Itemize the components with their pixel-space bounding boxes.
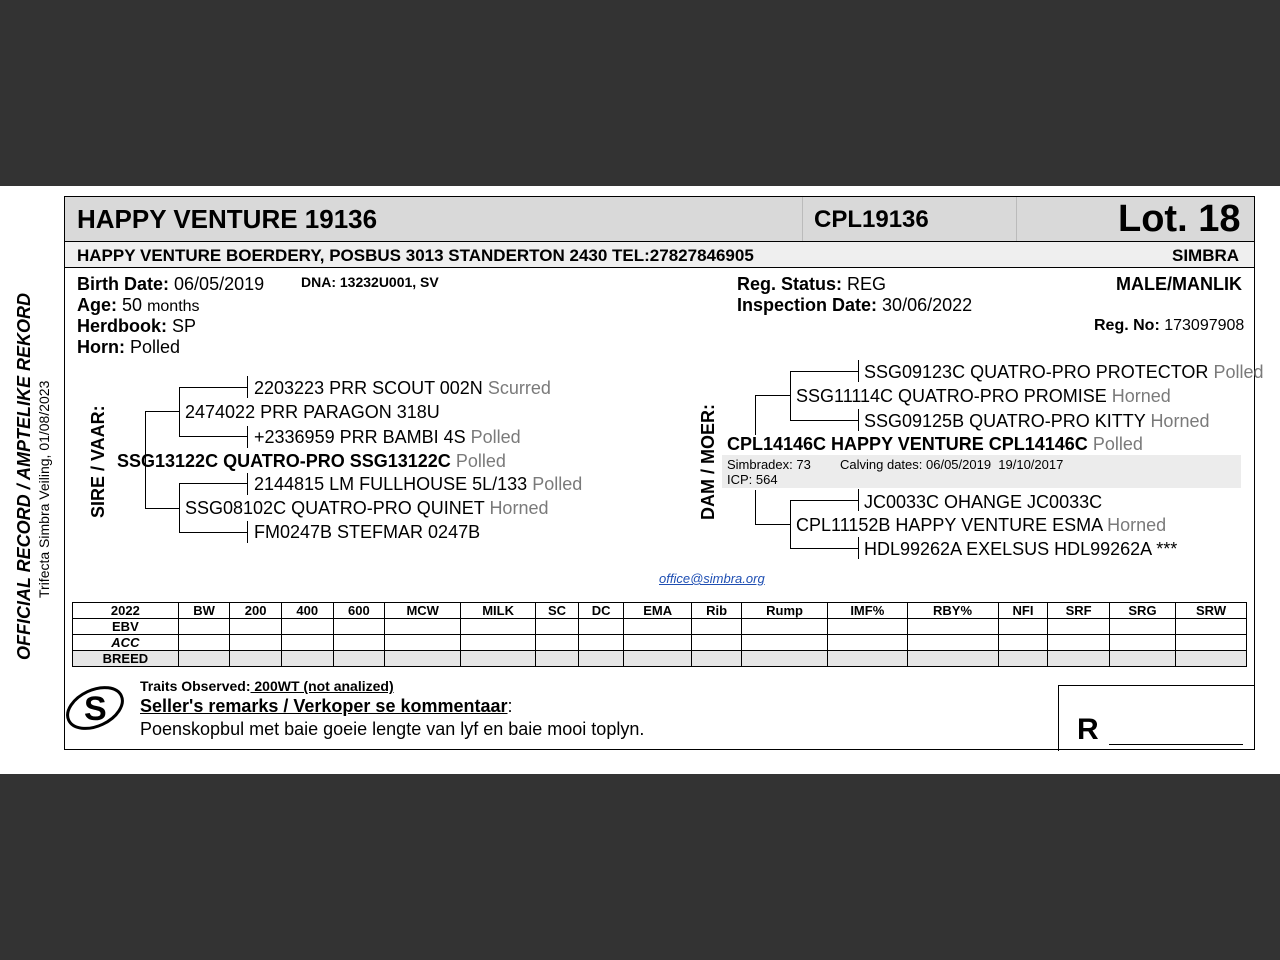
sdd-tick — [247, 521, 248, 543]
dam-bracket-top — [755, 395, 790, 396]
traits-observed-value: 200WT (not analized) — [250, 678, 394, 694]
ddd-tick — [858, 537, 859, 559]
dam-bracket-lower — [755, 490, 756, 525]
header-divider-2 — [1016, 197, 1017, 241]
pedigree-sd — [185, 498, 548, 519]
ds-name: SSG11114C QUATRO-PRO PROMISE — [796, 386, 1107, 406]
sire-bracket-bottom — [145, 508, 180, 509]
dam-label: DAM / MOER: — [698, 404, 718, 520]
traits-header-imf: IMF% — [828, 603, 907, 619]
traits-row-label: EBV — [73, 619, 179, 635]
ss-bracket-bottom — [179, 436, 247, 437]
sss-name: 2203223 PRR SCOUT 002N — [254, 378, 483, 398]
ssd-tick — [247, 426, 248, 448]
reg-status-label: Reg. Status: — [737, 274, 843, 294]
horn — [77, 337, 180, 358]
email-link[interactable]: office@simbra.org — [659, 571, 765, 586]
traits-row-label: BREED — [73, 651, 179, 667]
dd-bracket-bottom — [790, 548, 858, 549]
seller-comment: Poenskopbul met baie goeie lengte van lyf en baie mooi toplyn. — [140, 719, 645, 739]
traits-header-milk: MILK — [461, 603, 536, 619]
seller-remarks-heading — [140, 696, 513, 717]
dd-bracket-top — [790, 500, 858, 501]
price-box-left — [1058, 685, 1059, 751]
birth-date-label: Birth Date: — [77, 274, 170, 294]
reg-status — [737, 274, 886, 295]
horn-value: Polled — [130, 337, 181, 357]
ssd-name: +2336959 PRR BAMBI 4S — [254, 427, 466, 447]
dd-bracket — [790, 500, 791, 549]
reg-no-value: 173097908 — [1164, 317, 1245, 334]
inspection-value: 30/06/2022 — [882, 295, 973, 315]
age-value: 50 — [122, 295, 143, 315]
reg-no-label: Reg. No: — [1094, 317, 1160, 334]
breed-name: SIMBRA — [1172, 246, 1240, 265]
traits-row-label: ACC — [73, 635, 179, 651]
logo-letter: S — [84, 690, 107, 728]
dds-tick — [858, 489, 859, 511]
ss-bracket — [179, 387, 180, 437]
traits-observed — [140, 678, 394, 694]
traits-table — [72, 602, 1247, 667]
pedigree-sire — [117, 451, 506, 472]
sire-label: SIRE / VAAR: — [88, 405, 108, 518]
pedigree-dss — [864, 362, 1263, 383]
pedigree-ds — [796, 386, 1171, 407]
age-unit: months — [147, 298, 200, 315]
seller-remarks-colon: : — [507, 696, 513, 716]
traits-header-600: 600 — [333, 603, 385, 619]
traits-header-nfi: NFI — [998, 603, 1048, 619]
inspection-label: Inspection Date: — [737, 295, 878, 315]
traits-header-srf: SRF — [1048, 603, 1109, 619]
sd-bracket — [179, 483, 180, 533]
traits-header-ema: EMA — [624, 603, 692, 619]
traits-header-400: 400 — [281, 603, 333, 619]
pedigree-ssd — [254, 427, 521, 448]
ss-bracket-top — [179, 387, 247, 388]
birth-date — [77, 274, 264, 295]
header-divider — [802, 197, 803, 241]
sd-name: SSG08102C QUATRO-PRO QUINET — [185, 498, 485, 518]
pedigree-sds — [254, 474, 582, 495]
pedigree-dsd — [864, 411, 1209, 432]
traits-header-rby: RBY% — [907, 603, 998, 619]
ds-bracket — [790, 371, 791, 421]
icp: ICP: 564 — [727, 472, 778, 487]
official-record-label: OFFICIAL RECORD / AMPTELIKE REKORD — [14, 292, 34, 660]
breeder-address: HAPPY VENTURE BOERDERY, POSBUS 3013 STANDERTON 2430 TEL:27827846905 — [77, 246, 754, 265]
sds-horn: Polled — [532, 474, 583, 494]
dsd-tick — [858, 409, 859, 431]
sss-horn: Scurred — [487, 378, 551, 398]
dss-name: SSG09123C QUATRO-PRO PROTECTOR — [864, 362, 1209, 382]
dsd-horn: Horned — [1150, 411, 1210, 431]
traits-observed-label: Traits Observed: — [140, 678, 251, 694]
age-label: Age: — [77, 295, 117, 315]
ss-name: 2474022 PRR PARAGON 318U — [185, 402, 440, 422]
pedigree-sdd — [254, 522, 480, 543]
sire-bracket-top — [145, 411, 180, 412]
simbra-logo-icon — [64, 680, 130, 736]
dam-horn: Polled — [1092, 434, 1143, 454]
ds-bracket-bottom — [790, 420, 858, 421]
ssd-horn: Polled — [470, 427, 521, 447]
calving-dates: Calving dates: 06/05/2019 19/10/2017 — [840, 457, 1064, 472]
sd-horn: Horned — [489, 498, 549, 518]
traits-header-row — [73, 603, 1247, 619]
traits-header-mcw: MCW — [385, 603, 461, 619]
traits-header-dc: DC — [579, 603, 624, 619]
pedigree-sss — [254, 378, 551, 399]
simbradex: Simbradex: 73 — [727, 457, 811, 472]
dd-name: CPL11152B HAPPY VENTURE ESMA — [796, 515, 1103, 535]
price-input-line[interactable] — [1109, 744, 1243, 745]
price-box-top — [1058, 685, 1255, 686]
birth-date-value: 06/05/2019 — [174, 274, 265, 294]
reg-no — [1094, 317, 1244, 335]
pedigree-ddd — [864, 539, 1177, 560]
age — [77, 295, 200, 316]
reg-status-value: REG — [847, 274, 887, 294]
herdbook-label: Herdbook: — [77, 316, 167, 336]
dd-horn: Horned — [1107, 515, 1167, 535]
sire-name: SSG13122C QUATRO-PRO SSG13122C — [117, 451, 451, 471]
traits-header-srw: SRW — [1176, 603, 1247, 619]
dss-horn: Polled — [1213, 362, 1264, 382]
traits-header-200: 200 — [230, 603, 282, 619]
inspection-date — [737, 295, 972, 316]
pedigree-dds — [864, 492, 1102, 513]
traits-header-sc: SC — [535, 603, 578, 619]
ddd-name: HDL99262A EXELSUS HDL99262A *** — [864, 539, 1178, 559]
traits-header-srg: SRG — [1109, 603, 1175, 619]
sire-horn: Polled — [455, 451, 506, 471]
dam-bracket-bottom — [755, 524, 790, 525]
animal-name: HAPPY VENTURE 19136 — [77, 204, 378, 234]
sds-tick — [247, 473, 248, 495]
pedigree-dam — [727, 434, 1143, 455]
dds-name: JC0033C OHANGE JC0033C — [864, 492, 1103, 512]
herdbook-value: SP — [172, 316, 197, 336]
dam-bracket-upper — [755, 395, 756, 435]
price-currency: R — [1077, 713, 1099, 746]
traits-header-bw: BW — [178, 603, 230, 619]
sds-name: 2144815 LM FULLHOUSE 5L/133 — [254, 474, 528, 494]
traits-header-rib: Rib — [692, 603, 742, 619]
traits-row-ebv — [73, 619, 1247, 635]
sd-bracket-top — [179, 483, 247, 484]
sss-tick — [247, 376, 248, 398]
traits-row-breed — [73, 651, 1247, 667]
ds-horn: Horned — [1111, 386, 1171, 406]
seller-remarks-label: Seller's remarks / Verkoper se kommentaar — [140, 696, 508, 716]
dna-info: DNA: 13232U001, SV — [301, 274, 439, 290]
dsd-name: SSG09125B QUATRO-PRO KITTY — [864, 411, 1146, 431]
source-label: Trifecta Simbra Veiling, 01/08/2023 — [36, 380, 52, 598]
pedigree-ss — [185, 402, 440, 423]
horn-label: Horn: — [77, 337, 125, 357]
dam-name: CPL14146C HAPPY VENTURE CPL14146C — [727, 434, 1088, 454]
sd-bracket-bottom — [179, 532, 247, 533]
sex: MALE/MANLIK — [1116, 274, 1242, 294]
sdd-name: FM0247B STEFMAR 0247B — [254, 522, 481, 542]
traits-row-acc — [73, 635, 1247, 651]
pedigree-dd — [796, 515, 1166, 536]
traits-header-rump: Rump — [742, 603, 828, 619]
herdbook — [77, 316, 196, 337]
ds-bracket-top — [790, 371, 858, 372]
lot-number: Lot. 18 — [1118, 198, 1241, 240]
animal-code: CPL19136 — [814, 206, 929, 233]
traits-header-year: 2022 — [73, 603, 179, 619]
dss-tick — [858, 360, 859, 382]
